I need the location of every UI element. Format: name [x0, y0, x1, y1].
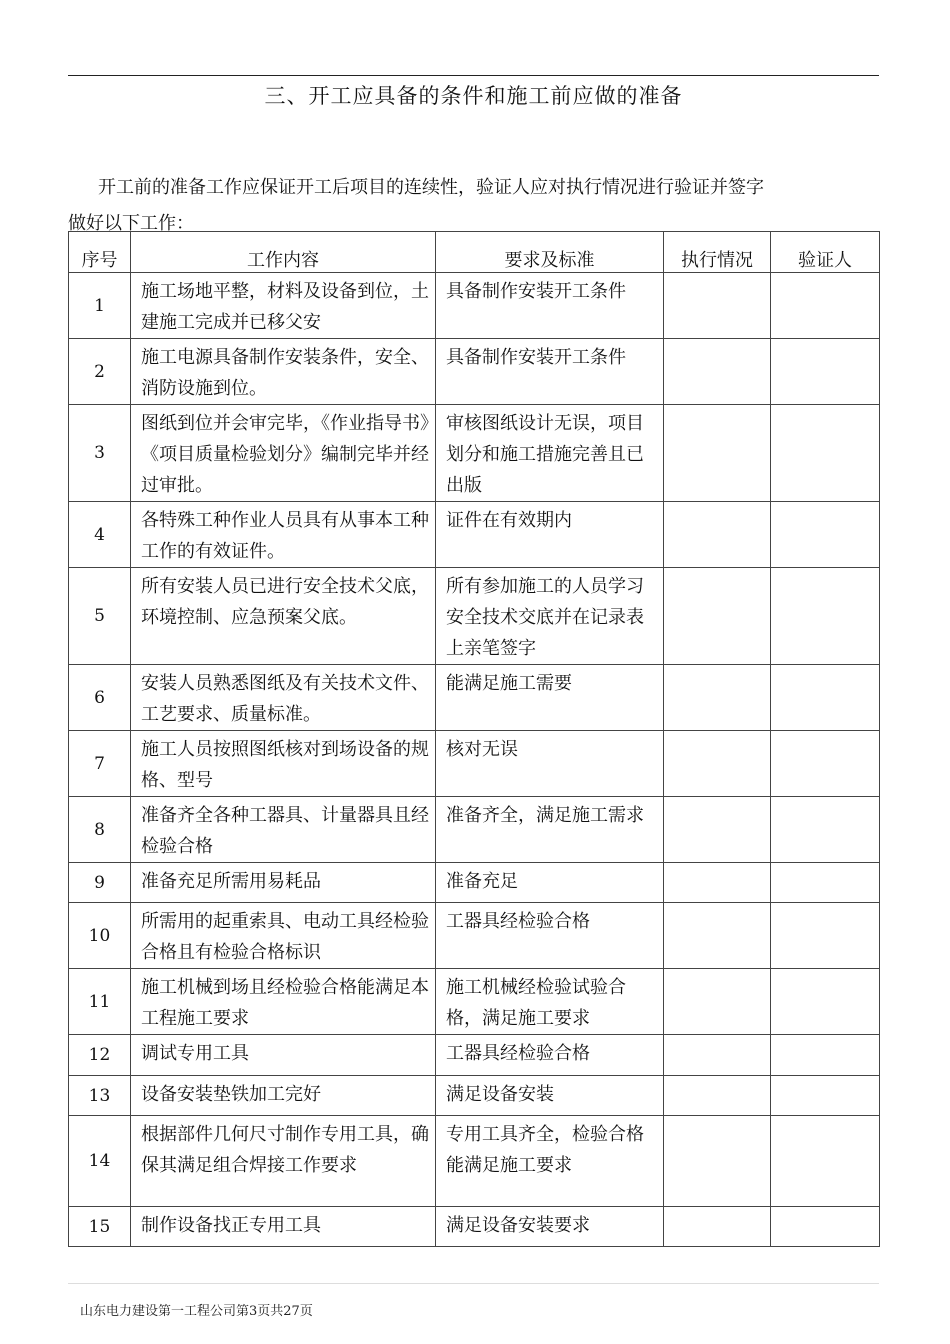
work-content-cell: 所有安装人员已进行安全技术父底，环境控制、应急预案父底。: [131, 568, 436, 665]
row-number: 14: [69, 1116, 131, 1207]
row-number: 1: [69, 273, 131, 339]
requirement-cell: 具备制作安装开工条件: [436, 273, 664, 339]
preparation-table: [68, 231, 880, 1247]
work-content-cell: 安装人员熟悉图纸及有关技术文件、工艺要求、质量标准。: [131, 665, 436, 731]
requirement-cell: 工器具经检验合格: [436, 1035, 664, 1076]
table-header-row: [69, 232, 880, 273]
requirement-cell: 满足设备安装要求: [436, 1207, 664, 1247]
work-content-cell: 施工机械到场且经检验合格能满足本工程施工要求: [131, 969, 436, 1035]
row-number: 4: [69, 502, 131, 568]
requirement-cell: 所有参加施工的人员学习安全技术交底并在记录表上亲笔签字: [436, 568, 664, 665]
table-row: [69, 339, 880, 405]
table-row: [69, 665, 880, 731]
table-row: [69, 502, 880, 568]
work-content-cell: 各特殊工种作业人员具有从事本工种工作的有效证件。: [131, 502, 436, 568]
verifier-cell[interactable]: [771, 1207, 880, 1247]
table-row: [69, 731, 880, 797]
row-number: 12: [69, 1035, 131, 1076]
requirement-cell: 准备充足: [436, 863, 664, 903]
verifier-cell[interactable]: [771, 273, 880, 339]
verifier-cell[interactable]: [771, 339, 880, 405]
header-requirement: 要求及标准: [436, 232, 664, 273]
requirement-cell: 施工机械经检验试验合格，满足施工要求: [436, 969, 664, 1035]
table-row: [69, 863, 880, 903]
execution-cell[interactable]: [664, 969, 771, 1035]
verifier-cell[interactable]: [771, 731, 880, 797]
row-number: 15: [69, 1207, 131, 1247]
execution-cell[interactable]: [664, 568, 771, 665]
work-content-cell: 准备充足所需用易耗品: [131, 863, 436, 903]
verifier-cell[interactable]: [771, 665, 880, 731]
header-verifier: 验证人: [771, 232, 880, 273]
execution-cell[interactable]: [664, 502, 771, 568]
work-content-cell: 施工人员按照图纸核对到场设备的规格、型号: [131, 731, 436, 797]
table-row: [69, 1076, 880, 1116]
execution-cell[interactable]: [664, 1035, 771, 1076]
row-number: 6: [69, 665, 131, 731]
requirement-cell: 能满足施工需要: [436, 665, 664, 731]
execution-cell[interactable]: [664, 1116, 771, 1207]
row-number: 10: [69, 903, 131, 969]
table-row: [69, 405, 880, 502]
verifier-cell[interactable]: [771, 1076, 880, 1116]
requirement-cell: 审核图纸设计无误，项目划分和施工措施完善且已出版: [436, 405, 664, 502]
footer-rule: [68, 1283, 879, 1284]
verifier-cell[interactable]: [771, 1116, 880, 1207]
execution-cell[interactable]: [664, 1076, 771, 1116]
table-row: [69, 969, 880, 1035]
work-content-cell: 制作设备找正专用工具: [131, 1207, 436, 1247]
page-footer: 山东电力建设第一工程公司第3页共27页: [80, 1304, 313, 1319]
requirement-cell: 满足设备安装: [436, 1076, 664, 1116]
requirement-cell: 证件在有效期内: [436, 502, 664, 568]
row-number: 8: [69, 797, 131, 863]
header-execution: 执行情况: [664, 232, 771, 273]
requirement-cell: 工器具经检验合格: [436, 903, 664, 969]
header-serial: 序号: [69, 232, 131, 273]
table-row: [69, 568, 880, 665]
header-work-content: 工作内容: [131, 232, 436, 273]
execution-cell[interactable]: [664, 863, 771, 903]
row-number: 13: [69, 1076, 131, 1116]
table-row: [69, 903, 880, 969]
row-number: 3: [69, 405, 131, 502]
table-row: [69, 797, 880, 863]
intro-line-2: 做好以下工作：: [68, 213, 194, 234]
table-row: [69, 1035, 880, 1076]
work-content-cell: 施工电源具备制作安装条件，安全、消防设施到位。: [131, 339, 436, 405]
requirement-cell: 专用工具齐全，检验合格能满足施工要求: [436, 1116, 664, 1207]
execution-cell[interactable]: [664, 797, 771, 863]
verifier-cell[interactable]: [771, 502, 880, 568]
work-content-cell: 根据部件几何尺寸制作专用工具，确保其满足组合焊接工作要求: [131, 1116, 436, 1207]
table-row: [69, 1207, 880, 1247]
verifier-cell[interactable]: [771, 863, 880, 903]
table-row: [69, 1116, 880, 1207]
work-content-cell: 施工场地平整，材料及设备到位，土建施工完成并已移父安: [131, 273, 436, 339]
work-content-cell: 准备齐全各种工器具、计量器具且经检验合格: [131, 797, 436, 863]
header-rule: [68, 75, 879, 76]
execution-cell[interactable]: [664, 1207, 771, 1247]
work-content-cell: 所需用的起重索具、电动工具经检验合格且有检验合格标识: [131, 903, 436, 969]
section-title: 三、开工应具备的条件和施工前应做的准备: [264, 84, 683, 108]
execution-cell[interactable]: [664, 273, 771, 339]
row-number: 9: [69, 863, 131, 903]
verifier-cell[interactable]: [771, 405, 880, 502]
execution-cell[interactable]: [664, 405, 771, 502]
verifier-cell[interactable]: [771, 903, 880, 969]
work-content-cell: 图纸到位并会审完毕，《作业指导书》《项目质量检验划分》编制完毕并经过审批。: [131, 405, 436, 502]
verifier-cell[interactable]: [771, 797, 880, 863]
table-row: [69, 273, 880, 339]
verifier-cell[interactable]: [771, 969, 880, 1035]
work-content-cell: 设备安装垫铁加工完好: [131, 1076, 436, 1116]
row-number: 11: [69, 969, 131, 1035]
row-number: 7: [69, 731, 131, 797]
execution-cell[interactable]: [664, 903, 771, 969]
row-number: 2: [69, 339, 131, 405]
execution-cell[interactable]: [664, 665, 771, 731]
row-number: 5: [69, 568, 131, 665]
verifier-cell[interactable]: [771, 1035, 880, 1076]
requirement-cell: 核对无误: [436, 731, 664, 797]
intro-line-1: 开工前的准备工作应保证开工后项目的连续性，验证人应对执行情况进行验证并签字: [98, 177, 764, 198]
requirement-cell: 准备齐全，满足施工需求: [436, 797, 664, 863]
execution-cell[interactable]: [664, 731, 771, 797]
work-content-cell: 调试专用工具: [131, 1035, 436, 1076]
execution-cell[interactable]: [664, 339, 771, 405]
verifier-cell[interactable]: [771, 568, 880, 665]
requirement-cell: 具备制作安装开工条件: [436, 339, 664, 405]
